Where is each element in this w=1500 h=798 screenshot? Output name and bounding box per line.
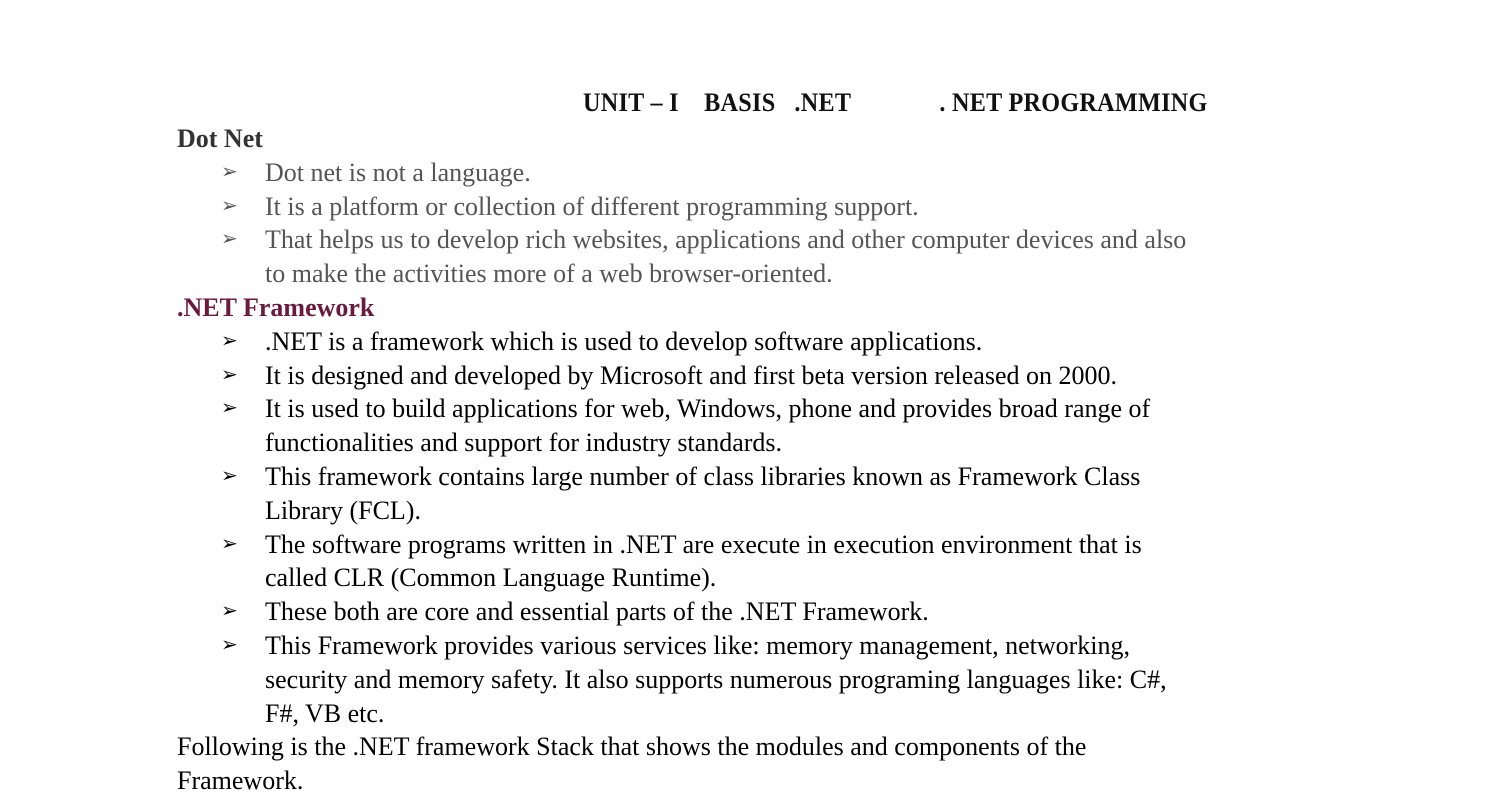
section-heading: .NET Framework bbox=[177, 292, 375, 322]
bullet-item bbox=[177, 392, 1327, 460]
bullet-text-line: to make the activities more of a web browser-oriented. bbox=[265, 259, 833, 289]
paragraph-line: Framework. bbox=[177, 766, 304, 796]
bullet-text-line: These both are core and essential parts of the .NET Framework. bbox=[265, 597, 929, 627]
bullet-item bbox=[177, 325, 1327, 359]
bullet-item bbox=[177, 629, 1327, 730]
bullet-item bbox=[177, 223, 1327, 291]
bullet-text-line: The software programs written in .NET are execute in execution environment that is bbox=[265, 529, 1142, 559]
arrow-bullet-icon: ➢ bbox=[221, 194, 238, 217]
bullet-text-line: functionalities and support for industry standards. bbox=[265, 428, 783, 458]
bullet-text-line: This framework contains large number of class libraries known as Framework Class bbox=[265, 461, 1141, 491]
bullet-text-line: Dot net is not a language. bbox=[265, 157, 531, 187]
bullet-text-line: It is a platform or collection of different programming support. bbox=[265, 191, 919, 221]
bullet-item bbox=[177, 359, 1327, 393]
arrow-bullet-icon: ➢ bbox=[221, 363, 238, 386]
bullet-text-line: called CLR (Common Language Runtime). bbox=[265, 563, 717, 593]
bullet-text-line: F#, VB etc. bbox=[265, 698, 385, 728]
bullet-text-line: It is designed and developed by Microsoft and first beta version released on 2000. bbox=[265, 360, 1117, 390]
arrow-bullet-icon: ➢ bbox=[221, 532, 238, 555]
bullet-text-line: This Framework provides various services like: memory management, networking, bbox=[265, 630, 1131, 660]
bullet-item bbox=[177, 595, 1327, 629]
bullet-text-line: .NET is a framework which is used to develop software applications. bbox=[265, 326, 983, 356]
arrow-bullet-icon: ➢ bbox=[221, 464, 238, 487]
bullet-text-line: security and memory safety. It also supports numerous programing languages like: C#, bbox=[265, 664, 1167, 694]
arrow-bullet-icon: ➢ bbox=[221, 329, 238, 352]
bullet-item bbox=[177, 156, 1327, 190]
arrow-bullet-icon: ➢ bbox=[221, 600, 238, 623]
section-heading: Dot Net bbox=[177, 124, 263, 153]
bullet-item bbox=[177, 190, 1327, 224]
bullet-text-line: Library (FCL). bbox=[265, 495, 421, 525]
bullet-text-line: It is used to build applications for web, Windows, phone and provides broad range of bbox=[265, 394, 1151, 424]
paragraph-line: Following is the .NET framework Stack that shows the modules and components of the bbox=[177, 732, 1087, 762]
arrow-bullet-icon: ➢ bbox=[221, 633, 238, 656]
bullet-item bbox=[177, 528, 1327, 596]
arrow-bullet-icon: ➢ bbox=[221, 228, 238, 251]
arrow-bullet-icon: ➢ bbox=[221, 160, 238, 183]
closing-paragraph bbox=[177, 730, 1327, 798]
page-header-title: UNIT – I BASIS .NET . NET PROGRAMMING bbox=[583, 88, 1208, 117]
arrow-bullet-icon: ➢ bbox=[221, 397, 238, 420]
document-body bbox=[177, 122, 1327, 798]
bullet-text-line: That helps us to develop rich websites, applications and other computer devices and also bbox=[265, 225, 1187, 255]
bullet-item bbox=[177, 460, 1327, 528]
